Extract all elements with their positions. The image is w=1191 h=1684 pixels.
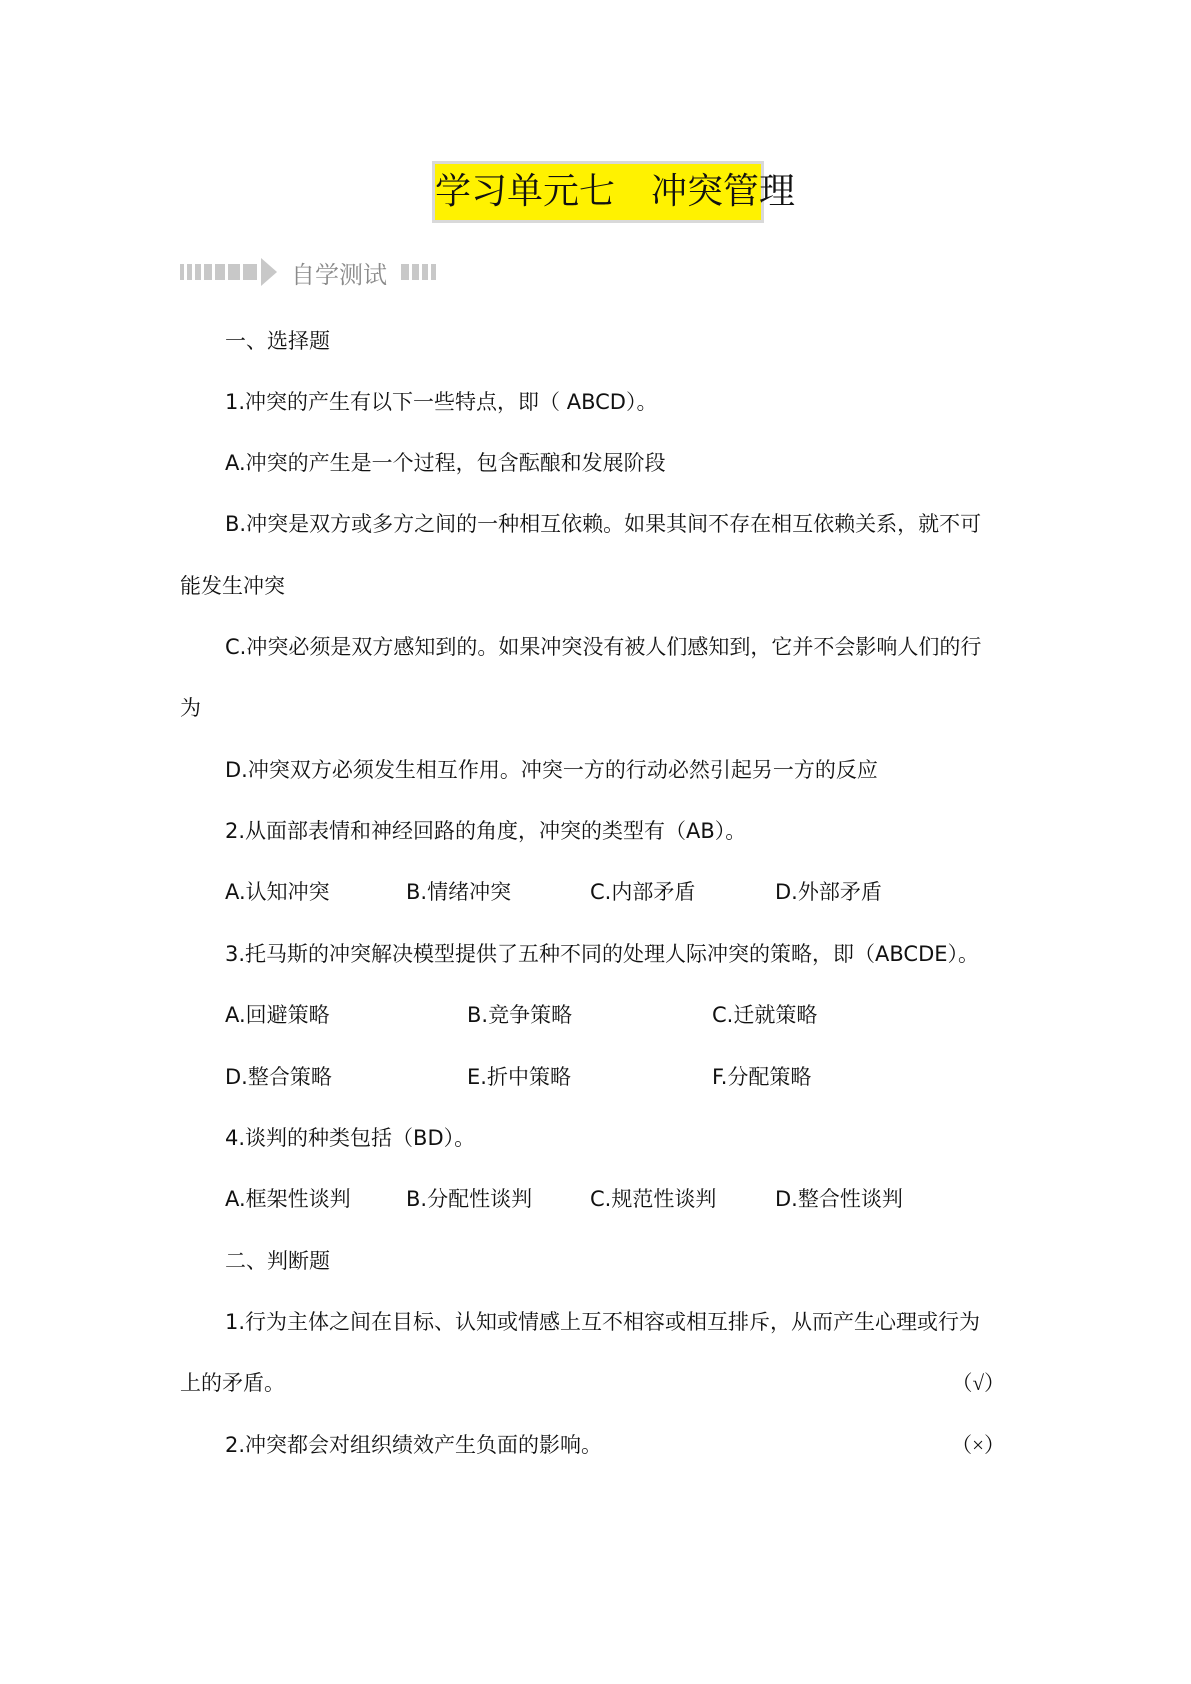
q2-option-a: A.认知冲突 <box>225 880 330 904</box>
q3-stem: 3.托马斯的冲突解决模型提供了五种不同的处理人际冲突的策略，即（ABCDE）。 <box>225 942 980 966</box>
q1-stem: 1.冲突的产生有以下一些特点，即（ ABCD）。 <box>225 390 658 414</box>
j2-line1: 2.冲突都会对组织绩效产生负面的影响。 <box>225 1433 603 1457</box>
section-header-label: 自学测试 <box>291 260 387 289</box>
q2-stem: 2.从面部表情和神经回路的角度，冲突的类型有（AB）。 <box>225 819 747 843</box>
q4-option-a: A.框架性谈判 <box>225 1187 351 1211</box>
q2-option-d: D.外部矛盾 <box>775 880 882 904</box>
q3-option-f: F.分配策略 <box>712 1065 812 1089</box>
j1-answer-mark: （√） <box>951 1371 1005 1395</box>
q3-option-b: B.竞争策略 <box>467 1003 573 1027</box>
decorative-bars-icon <box>401 264 436 280</box>
q1-option-b-line1: B.冲突是双方或多方之间的一种相互依赖。如果其间不存在相互依赖关系，就不可 <box>225 512 982 536</box>
q1-option-d: D.冲突双方必须发生相互作用。冲突一方的行动必然引起另一方的反应 <box>225 758 878 782</box>
q3-option-a: A.回避策略 <box>225 1003 330 1027</box>
judge-heading: 二、判断题 <box>225 1249 330 1273</box>
decorative-arrow-icon <box>180 258 277 286</box>
q4-option-c: C.规范性谈判 <box>590 1187 717 1211</box>
q4-option-b: B.分配性谈判 <box>406 1187 533 1211</box>
q1-option-c-line1: C.冲突必须是双方感知到的。如果冲突没有被人们感知到，它并不会影响人们的行 <box>225 635 982 659</box>
section-header <box>180 250 436 294</box>
q1-option-c-line2: 为 <box>180 696 201 720</box>
q3-option-e: E.折中策略 <box>467 1065 571 1089</box>
j1-line2: 上的矛盾。 <box>180 1371 285 1395</box>
q2-option-b: B.情绪冲突 <box>406 880 512 904</box>
q4-option-d: D.整合性谈判 <box>775 1187 903 1211</box>
q1-option-b-line2: 能发生冲突 <box>180 574 285 598</box>
j2-answer-mark: （×） <box>951 1433 1005 1457</box>
q3-option-d: D.整合策略 <box>225 1065 332 1089</box>
j1-line1: 1.行为主体之间在目标、认知或情感上互不相容或相互排斥，从而产生心理或行为 <box>225 1310 981 1334</box>
q4-stem: 4.谈判的种类包括（BD）。 <box>225 1126 476 1150</box>
q2-option-c: C.内部矛盾 <box>590 880 696 904</box>
q3-option-c: C.迁就策略 <box>712 1003 818 1027</box>
choice-heading: 一、选择题 <box>225 329 330 353</box>
q1-option-a: A.冲突的产生是一个过程，包含酝酿和发展阶段 <box>225 451 666 475</box>
page-title: 学习单元七 冲突管理 <box>432 161 764 223</box>
